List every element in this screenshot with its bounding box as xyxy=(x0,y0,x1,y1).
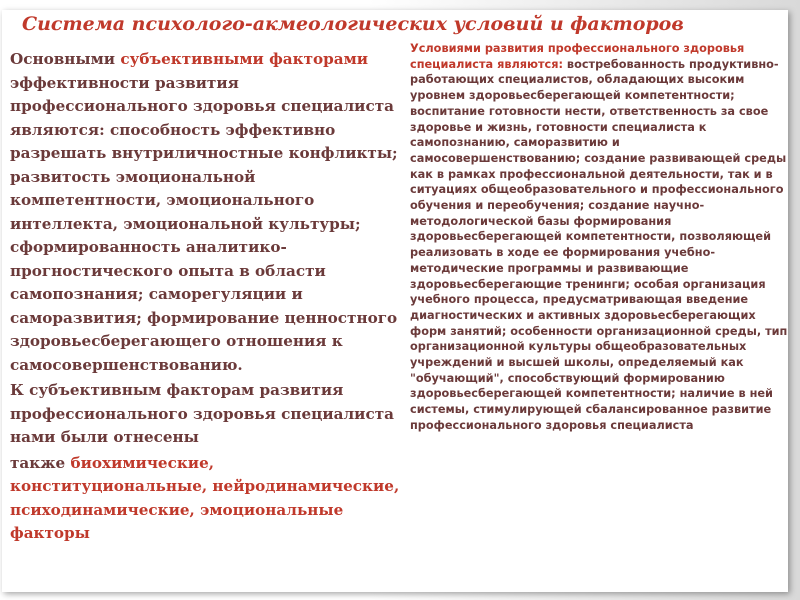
left-paragraph-1 xyxy=(10,48,402,377)
left-p1-highlight: субъективными факторами xyxy=(120,50,369,68)
left-p1-rest: эффективности развития профессионального здоровья специалиста являются: способность эффективно разрешать внутриличностные конфликты; развитость эмоциональной компетентности, эмоционального интеллекта, эмоциональной культуры; сформированность аналитико-прогностического опыта в области самопознания; саморегуляции и саморазвития; формирование ценностного здоровьесберегающего отношения к самосовершенствованию. xyxy=(10,73,398,374)
left-p1-intro: Основными xyxy=(10,50,121,68)
right-body: востребованность продуктивно- работающих специалистов, обладающих высоким уровнем здоровьесберегающей компетентности; воспитание готовности нести, ответственность за свое здоровье и жизнь, готовности специалиста к самопознанию, саморазвитию и самосовершенствованию; создание развивающей среды как в рамках профессиональной деятельности, так и в ситуациях общеобразовательного и профессионального обучения и переобучения; создание научно-методологической базы формирования здоровьесберегающей компетентности, позволяющей реализовать в ходе ее формирования учебно-методические программы и развивающие здоровьесберегающие тренинги; особая организация учебного процесса, предусматривающая введение диагностических и активных здоровьесберегающих форм занятий; особенности организационной среды, тип организационной культуры общеобразовательных учреждений и высшей школы, определяемый как "обучающий", способствующий формированию здоровьесберегающей компетентности; наличие в ней системы, стимулирующей сбалансированное развитие профессионального здоровья специалиста xyxy=(410,57,788,432)
left-p3-intro: также xyxy=(10,453,71,472)
left-paragraph-2: К субъективным факторам развития профессионального здоровья специалиста нами были отнесены xyxy=(10,381,394,446)
right-intro-highlight: Условиями развития профессионального здоровья специалиста являются: xyxy=(410,42,745,71)
left-paragraph-3 xyxy=(10,452,402,546)
right-column xyxy=(410,41,790,434)
left-column xyxy=(10,48,402,546)
left-p3-highlight: биохимические, конституциональные, нейродинамические, психодинамические, эмоциональные факторы xyxy=(10,453,400,542)
right-paragraph xyxy=(410,41,790,434)
slide-title: Система психолого-акмеологических условий и факторов xyxy=(22,13,684,35)
